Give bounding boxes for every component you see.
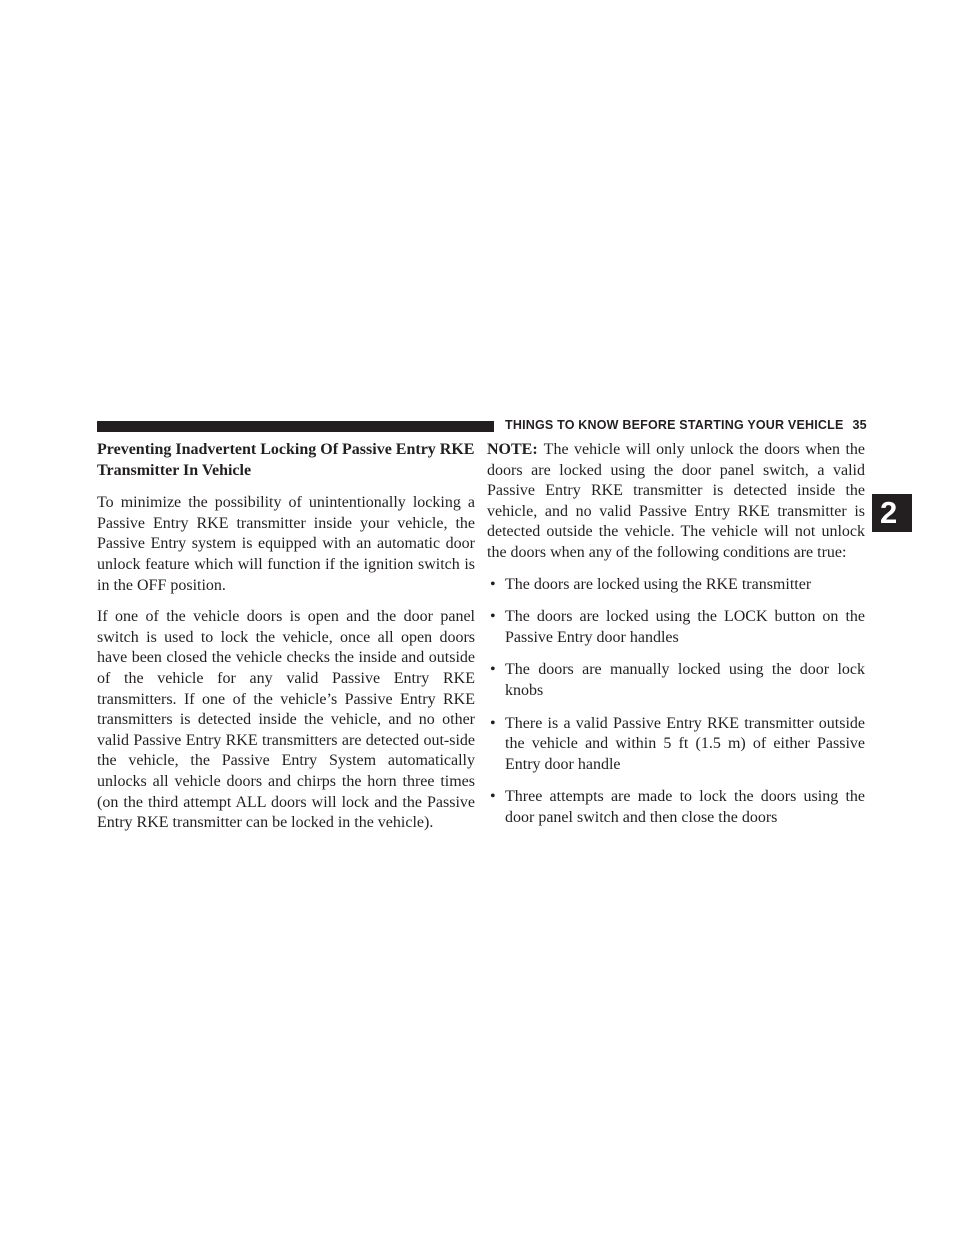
bullet-icon: •: [490, 575, 496, 593]
condition-list: [487, 575, 865, 829]
bullet-icon: •: [490, 714, 496, 732]
chapter-tab: 2: [872, 494, 912, 532]
header-rule: [97, 421, 494, 432]
note-text: The vehicle will only unlock the doors when the doors are locked using the door panel switch, a valid Passive Entry RKE transmitter is detected inside the vehicle, and no valid Passive Entry RKE transmitter is detected outside the vehicle. The vehicle will not unlock the doors when any of the following conditions are true:: [487, 441, 865, 561]
list-item: [487, 575, 865, 596]
paragraph: To minimize the possibility of unintentionally locking a Passive Entry RKE transmitter inside your vehicle, the Passive Entry system is equipped with an automatic door unlock feature which will function if the ignition switch is in the OFF position.: [97, 494, 475, 594]
list-item-text: Three attempts are made to lock the doors using the door panel switch and then close the doors: [505, 788, 865, 826]
running-header: [505, 418, 867, 432]
paragraph: If one of the vehicle doors is open and the door panel switch is used to lock the vehicle, once all open doors have been closed the vehicle checks the inside and outside of the vehicle for any valid Passive Entry RKE transmitters. If one of the vehicle’s Passive Entry RKE transmitters is detected inside the vehicle, and no other valid Passive Entry RKE transmitters are detected out-side the vehicle, the Passive Entry System automatically unlocks all vehicle doors and chirps the horn three times (on the third attempt ALL doors will lock and the Passive Entry RKE transmitter can be locked in the vehicle).: [97, 608, 475, 832]
left-column: [97, 440, 475, 845]
list-item: [487, 787, 865, 828]
right-column: [487, 440, 865, 841]
section-title: THINGS TO KNOW BEFORE STARTING YOUR VEHICLE: [505, 418, 844, 432]
page-number: 35: [852, 418, 867, 432]
list-item-text: There is a valid Passive Entry RKE transmitter outside the vehicle and within 5 ft (1.5 m) of either Passive Entry door handle: [505, 714, 865, 773]
bullet-icon: •: [490, 608, 496, 626]
list-item-text: The doors are locked using the RKE transmitter: [505, 575, 812, 593]
list-item-text: The doors are locked using the LOCK button on the Passive Entry door handles: [505, 608, 865, 646]
list-item: [487, 607, 865, 648]
note-label: NOTE:: [487, 441, 538, 458]
bullet-icon: •: [490, 661, 496, 679]
list-item-text: The doors are manually locked using the door lock knobs: [505, 661, 865, 699]
list-item: [487, 660, 865, 701]
section-heading: Preventing Inadvertent Locking Of Passive Entry RKE Transmitter In Vehicle: [97, 441, 475, 479]
bullet-icon: •: [490, 788, 496, 806]
note-paragraph: [487, 440, 865, 564]
list-item: [487, 714, 865, 776]
